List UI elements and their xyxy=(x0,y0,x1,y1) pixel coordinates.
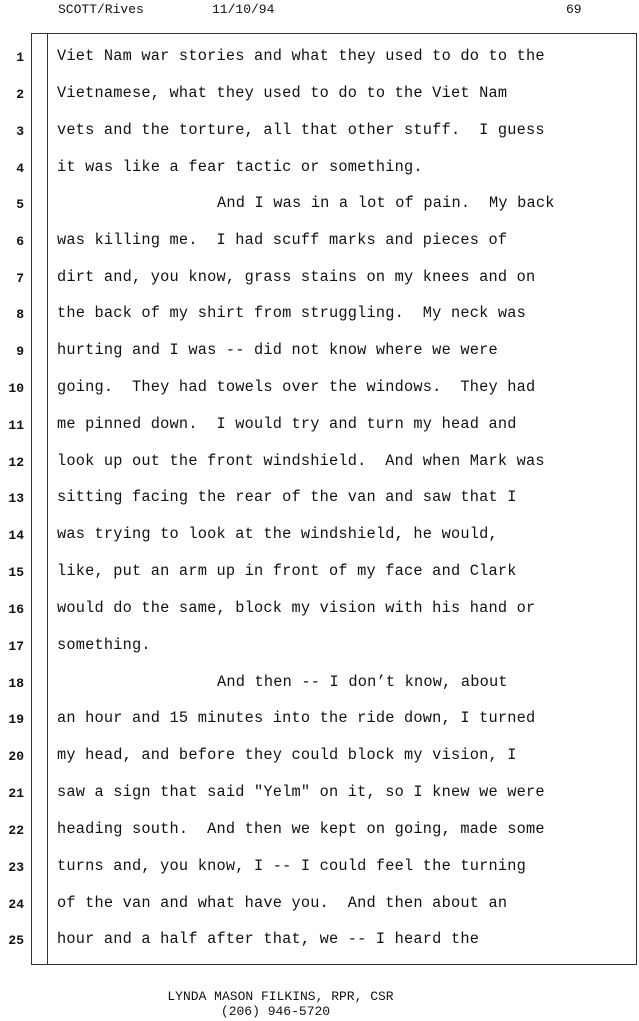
transcript-line: it was like a fear tactic or something. xyxy=(57,158,423,176)
reporter-footer xyxy=(0,989,639,1019)
line-number: 14 xyxy=(8,528,24,543)
line-number: 11 xyxy=(8,418,24,433)
transcript-line: Vietnamese, what they used to do to the Viet Nam xyxy=(57,84,508,102)
line-number: 12 xyxy=(8,455,24,470)
line-number: 7 xyxy=(16,271,24,286)
line-number: 18 xyxy=(8,676,24,691)
transcript-line: was trying to look at the windshield, he would, xyxy=(57,525,498,543)
reporter-name: LYNDA MASON FILKINS, RPR, CSR xyxy=(167,989,394,1004)
transcript-line: vets and the torture, all that other stuff. I guess xyxy=(57,121,545,139)
transcript-line: And then -- I don’t know, about xyxy=(217,673,508,691)
page-number: 69 xyxy=(566,2,582,17)
line-number: 16 xyxy=(8,602,24,617)
transcript-line: hurting and I was -- did not know where we were xyxy=(57,341,498,359)
line-number-divider xyxy=(47,33,48,965)
transcript-line: the back of my shirt from struggling. My neck was xyxy=(57,304,526,322)
transcript-line: an hour and 15 minutes into the ride down, I turned xyxy=(57,709,536,727)
line-number: 6 xyxy=(16,234,24,249)
header-left: SCOTT/Rives xyxy=(58,2,144,17)
line-number: 17 xyxy=(8,639,24,654)
line-number: 13 xyxy=(8,491,24,506)
line-number: 3 xyxy=(16,124,24,139)
transcript-line: going. They had towels over the windows. They had xyxy=(57,378,536,396)
header-date: 11/10/94 xyxy=(212,2,275,17)
line-number: 9 xyxy=(16,344,24,359)
line-number: 10 xyxy=(8,381,24,396)
transcript-line: would do the same, block my vision with his hand or xyxy=(57,599,536,617)
line-number: 1 xyxy=(16,50,24,65)
transcript-line: like, put an arm up in front of my face and Clark xyxy=(57,562,517,580)
line-number: 23 xyxy=(8,860,24,875)
transcript-line: saw a sign that said "Yelm" on it, so I knew we were xyxy=(57,783,545,801)
transcript-line: of the van and what have you. And then about an xyxy=(57,894,508,912)
line-number: 4 xyxy=(16,161,24,176)
line-number: 21 xyxy=(8,786,24,801)
transcript-line: me pinned down. I would try and turn my head and xyxy=(57,415,517,433)
line-number: 15 xyxy=(8,565,24,580)
line-number: 8 xyxy=(16,307,24,322)
transcript-line: turns and, you know, I -- I could feel the turning xyxy=(57,857,526,875)
transcript-line: something. xyxy=(57,636,151,654)
transcript-line: was killing me. I had scuff marks and pieces of xyxy=(57,231,508,249)
line-number: 22 xyxy=(8,823,24,838)
transcript-line: heading south. And then we kept on going, made some xyxy=(57,820,545,838)
line-number: 24 xyxy=(8,897,24,912)
transcript-line: And I was in a lot of pain. My back xyxy=(217,194,555,212)
transcript-line: hour and a half after that, we -- I heard the xyxy=(57,930,480,948)
transcript-line: Viet Nam war stories and what they used to do to the xyxy=(57,47,545,65)
line-number: 2 xyxy=(16,87,24,102)
line-number: 20 xyxy=(8,749,24,764)
transcript-line: my head, and before they could block my vision, I xyxy=(57,746,517,764)
line-number: 5 xyxy=(16,197,24,212)
reporter-phone: (206) 946-5720 xyxy=(220,1004,331,1019)
transcript-line: dirt and, you know, grass stains on my knees and on xyxy=(57,268,536,286)
transcript-line: sitting facing the rear of the van and saw that I xyxy=(57,488,517,506)
transcript-line: look up out the front windshield. And when Mark was xyxy=(57,452,545,470)
line-number: 19 xyxy=(8,712,24,727)
line-number: 25 xyxy=(8,933,24,948)
